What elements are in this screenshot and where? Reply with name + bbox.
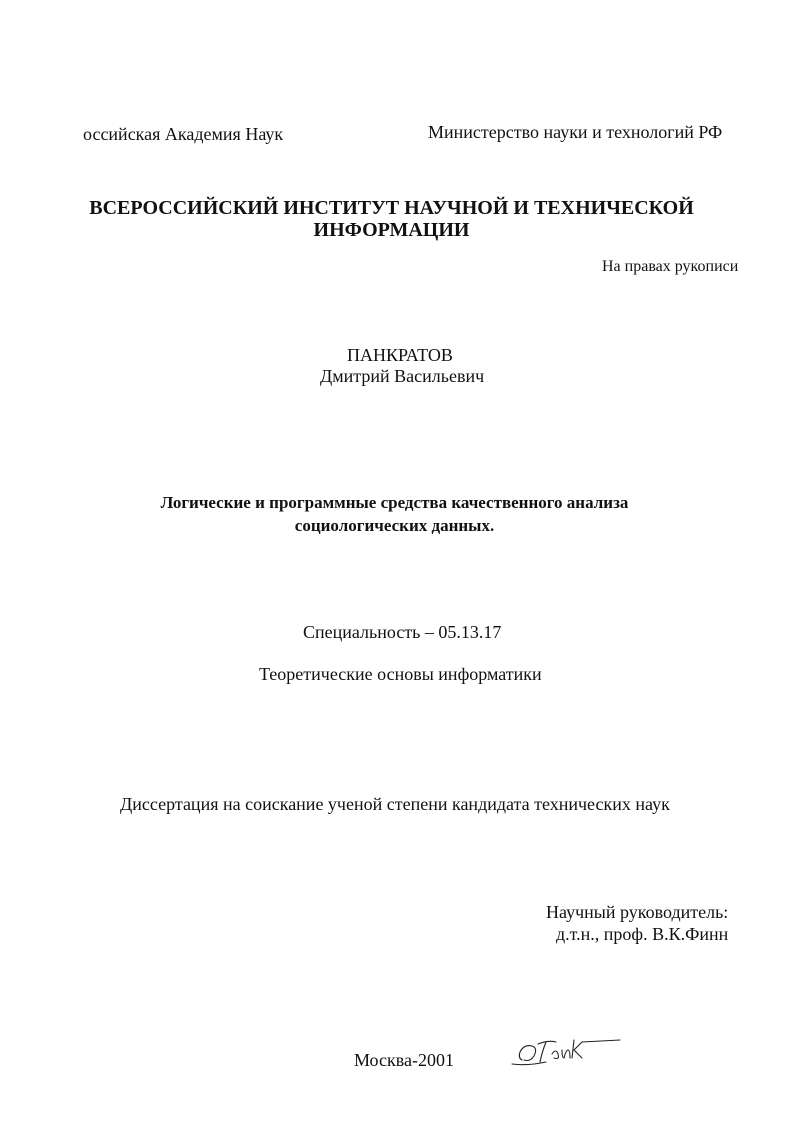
author-given-names: Дмитрий Васильевич — [320, 366, 485, 386]
signature-icon — [508, 1034, 628, 1074]
city-year: Москва-2001 — [354, 1050, 454, 1070]
institute-name-line2: ИНФОРМАЦИИ — [313, 219, 470, 241]
specialty-name: Теоретические основы информатики — [259, 664, 542, 684]
supervisor-label: Научный руководитель: — [546, 902, 729, 922]
academy-name: оссийская Академия Наук — [83, 124, 284, 144]
author-surname: ПАНКРАТОВ — [347, 345, 453, 365]
dissertation-title-line2: социологических данных. — [294, 516, 495, 535]
supervisor-name: д.т.н., проф. В.К.Финн — [556, 924, 729, 944]
institute-name-line1: ВСЕРОССИЙСКИЙ ИНСТИТУТ НАУЧНОЙ И ТЕХНИЧЕСКОЙ — [89, 197, 694, 219]
degree-statement: Диссертация на соискание ученой степени кандидата технических наук — [120, 794, 670, 814]
ministry-name: Министерство науки и технологий РФ — [428, 122, 723, 142]
dissertation-title-line1: Логические и программные средства качественного анализа — [160, 493, 629, 512]
manuscript-rights-note: На правах рукописи — [602, 258, 739, 275]
specialty-code: Специальность – 05.13.17 — [303, 622, 502, 642]
